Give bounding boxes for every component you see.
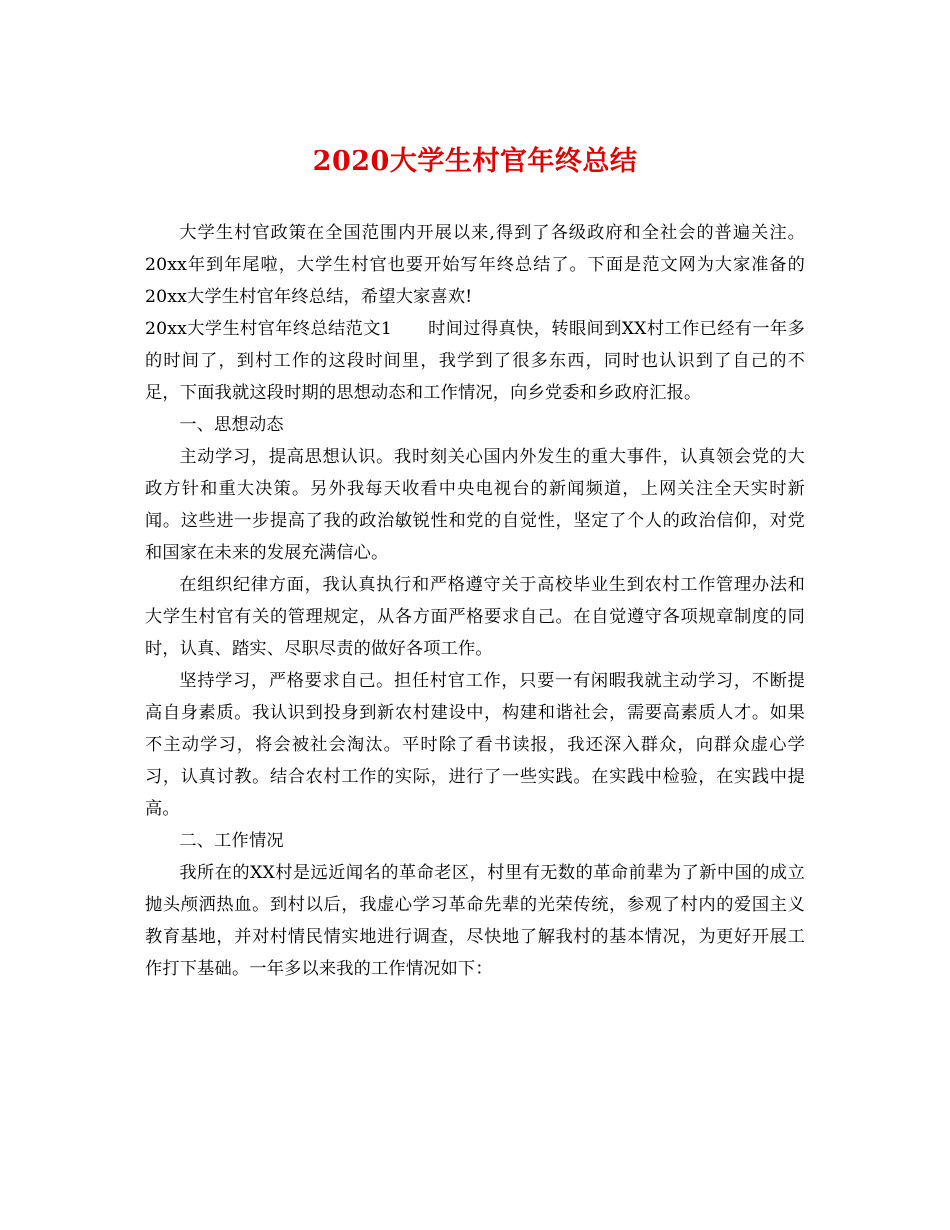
section1-paragraph-2: 在组织纪律方面，我认真执行和严格遵守关于高校毕业生到农村工作管理办法和大学生村官有关的管理规定，从各方面严格要求自己。在自觉遵守各项规章制度的同时，认真、踏实、尽职尽责的做好各项工作。 [145,575,805,659]
intro-paragraph: 大学生村官政策在全国范围内开展以来,得到了各级政府和全社会的普遍关注。20xx年到年尾啦，大学生村官也要开始写年终总结了。下面是范文网为大家准备的20xx大学生村官年终总结，希望大家喜欢! [145,223,805,307]
document-title: 2020大学生村官年终总结 [312,146,638,177]
section1-paragraph-3: 坚持学习，严格要求自己。担任村官工作，只要一有闲暇我就主动学习，不断提高自身素质。我认识到投身到新农村建设中，构建和谐社会，需要高素质人才。如果不主动学习，将会被社会淘汰。平时除了看书读报，我还深入群众，向群众虚心学习，认真讨教。结合农村工作的实际，进行了一些实践。在实践中检验，在实践中提高。 [145,671,805,819]
section2-heading: 二、工作情况 [179,831,284,851]
sample-opening: 时间过得真快，转眼间到XX村工作已经有一年多的时间了，到村工作的这段时间里，我学到了很多东西，同时也认识到了自己的不足，下面我就这段时期的思想动态和工作情况，向乡党委和乡政府汇报。 [145,319,805,403]
sample-heading: 20xx大学生村官年终总结范文1 [145,319,392,339]
sample-paragraph [145,313,805,409]
section1-heading: 一、思想动态 [179,415,284,435]
section2-paragraph-1: 我所在的XX村是远近闻名的革命老区，村里有无数的革命前辈为了新中国的成立抛头颅洒热血。到村以后，我虚心学习革命先辈的光荣传统，参观了村内的爱国主义教育基地，并对村情民情实地进行调查，尽快地了解我村的基本情况，为更好开展工作打下基础。一年多以来我的工作情况如下： [145,863,805,979]
section1-paragraph-1: 主动学习，提高思想认识。我时刻关心国内外发生的重大事件，认真领会党的大政方针和重大决策。另外我每天收看中央电视台的新闻频道，上网关注全天实时新闻。这些进一步提高了我的政治敏锐性和党的自觉性，坚定了个人的政治信仰，对党和国家在未来的发展充满信心。 [145,447,805,563]
document-body [145,217,805,985]
